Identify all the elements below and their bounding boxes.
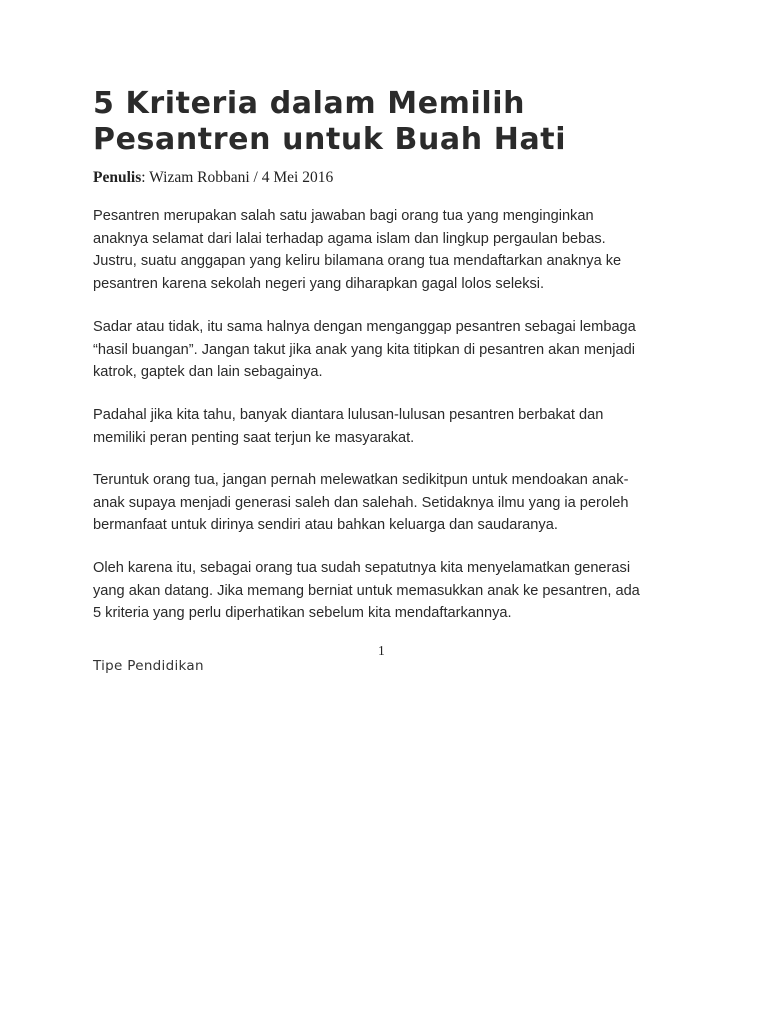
- paragraph-line: pesantren karena sekolah negeri yang diharapkan gagal lolos seleksi.: [93, 275, 545, 292]
- paragraph-line: anaknya selamat dari lalai terhadap agama islam dan lingkup pergaulan bebas.: [93, 230, 606, 247]
- paragraph-line: Sadar atau tidak, itu sama halnya dengan menganggap pesantren sebagai lembaga: [93, 319, 636, 335]
- paragraph-line: bermanfaat untuk dirinya sendiri atau bahkan keluarga dan saudaranya.: [93, 517, 558, 533]
- paragraph-line: katrok, gaptek dan lain sebagainya.: [93, 364, 323, 380]
- byline-author-date: : Wizam Robbani / 4 Mei 2016: [141, 169, 334, 186]
- paragraph-line: Justru, suatu anggapan yang keliru bilamana orang tua mendaftarkan anaknya ke: [93, 253, 622, 269]
- article-title: [93, 86, 693, 158]
- paragraph-line: “hasil buangan”. Jangan takut jika anak yang kita titipkan di pesantren akan menjadi: [93, 341, 635, 358]
- paragraph-line: 5 kriteria yang perlu diperhatikan sebelum kita mendaftarkannya.: [93, 605, 512, 621]
- article-title-line: Pesantren untuk Buah Hati: [93, 122, 567, 157]
- paragraph-line: Padahal jika kita tahu, banyak diantara lulusan-lulusan pesantren berbakat dan: [93, 407, 604, 423]
- paragraph-line: yang akan datang. Jika memang berniat untuk memasukkan anak ke pesantren, ada: [93, 582, 640, 599]
- paragraph-5: [93, 557, 683, 625]
- paragraph-3: [93, 404, 683, 449]
- paragraph-1: [93, 205, 683, 295]
- byline-label: Penulis: [93, 169, 142, 186]
- paragraph-2: [93, 316, 683, 384]
- byline: [93, 168, 333, 188]
- article-title-line: 5 Kriteria dalam Memilih: [93, 86, 526, 121]
- section-label: Tipe Pendidikan: [93, 658, 204, 674]
- paragraph-line: Oleh karena itu, sebagai orang tua sudah sepatutnya kita menyelamatkan generasi: [93, 560, 631, 576]
- paragraph-line: Teruntuk orang tua, jangan pernah melewatkan sedikitpun untuk mendoakan anak-: [93, 472, 629, 488]
- page-number: 1: [378, 643, 385, 658]
- paragraph-4: [93, 469, 683, 537]
- paragraph-line: memiliki peran penting saat terjun ke masyarakat.: [93, 429, 415, 446]
- paragraph-line: anak supaya menjadi generasi saleh dan salehah. Setidaknya ilmu yang ia peroleh: [93, 494, 629, 511]
- paragraph-line: Pesantren merupakan salah satu jawaban bagi orang tua yang menginginkan: [93, 208, 594, 224]
